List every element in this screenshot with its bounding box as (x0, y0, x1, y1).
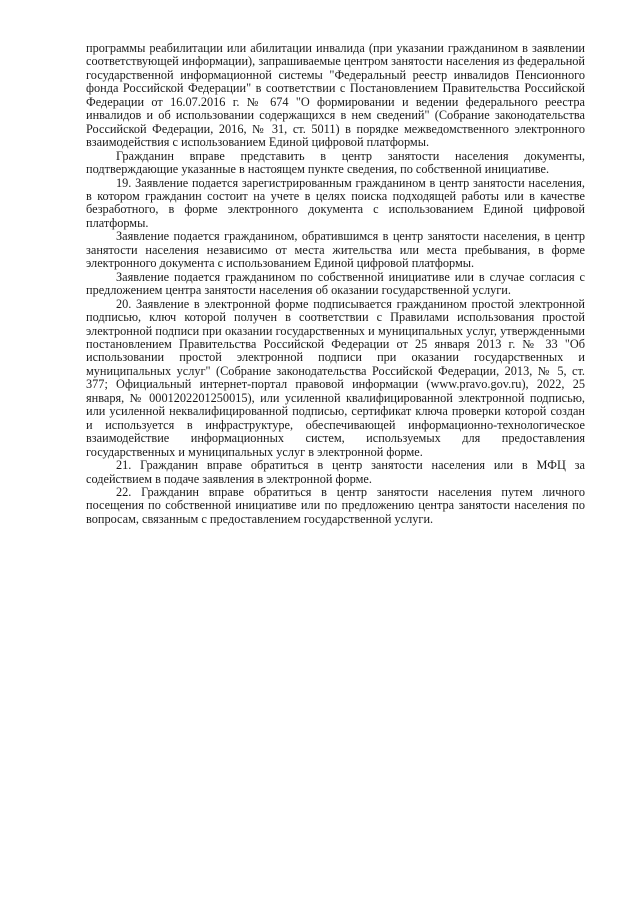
paragraph-22: 22. Гражданин вправе обратиться в центр занятости населения путем личного посещения по собственной инициативе или по предложению центра занятости населения по вопросам, связанным с предоставлением государственной услуги. (86, 484, 585, 526)
paragraph-continuation: программы реабилитации или абилитации инвалида (при указании гражданином в заявлении соответствующей информации), запрашиваемые центром занятости населения из федеральной государственной информационной системы "Федеральный реестр инвалидов Пенсионного фонда Российской Федерации" в соответствии с Постановлением Правительства Российской Федерации от 16.07.2016 г. № 674 "О формировании и ведении федерального реестра инвалидов и об использовании содержащихся в нем сведений" (Собрание законодательства Российской Федерации, 2016, № 31, ст. 5011) в порядке межведомственного электронного взаимодействия с использованием Единой цифровой платформы. (86, 41, 585, 150)
paragraph-21: 21. Гражданин вправе обратиться в центр занятости населения или в МФЦ за содействием в подаче заявления в электронной форме. (86, 458, 585, 486)
paragraph-19: 19. Заявление подается зарегистрированным гражданином в центр занятости населения, в котором гражданин состоит на учете в целях поиска подходящей работы или в качестве безработного, в форме электронного документа с использованием Единой цифровой платформы. (86, 175, 585, 230)
paragraph-citizen-right-to-submit: Гражданин вправе представить в центр занятости населения документы, подтверждающие указанные в настоящем пункте сведения, по собственной инициативе. (86, 148, 585, 177)
document-body (86, 42, 585, 526)
paragraph-20: 20. Заявление в электронной форме подписывается гражданином простой электронной подписью, ключ которой получен в соответствии с Правилами использования простой электронной подписи при оказании государственных и муниципальных услуг, утвержденными постановлением Правительства Российской Федерации от 25 января 2013 г. № 33 "Об использовании простой электронной подписи при оказании государственных и муниципальных услуг" (Собрание законодательства Российской Федерации, 2013, № 5, ст. 377; Официальный интернет-портал правовой информации (www.pravo.gov.ru), 2022, 25 января, № 0001202201250015), или усиленной квалифицированной электронной подписью, или усиленной неквалифицированной подписью, сертификат ключа проверки которой создан и используется в инфраструктуре, обеспечивающей информационно-технологическое взаимодействие информационных систем, используемых для предоставления государственных и муниципальных услуг в электронной форме. (86, 296, 585, 459)
paragraph-application-own-initiative: Заявление подается гражданином по собственной инициативе или в случае согласия с предложением центра занятости населения об оказании государственной услуги. (86, 269, 585, 298)
paragraph-application-any-location: Заявление подается гражданином, обратившимся в центр занятости населения, в центр занятости населения независимо от места жительства или места пребывания, в форме электронного документа с использованием Единой цифровой платформы. (86, 229, 585, 271)
